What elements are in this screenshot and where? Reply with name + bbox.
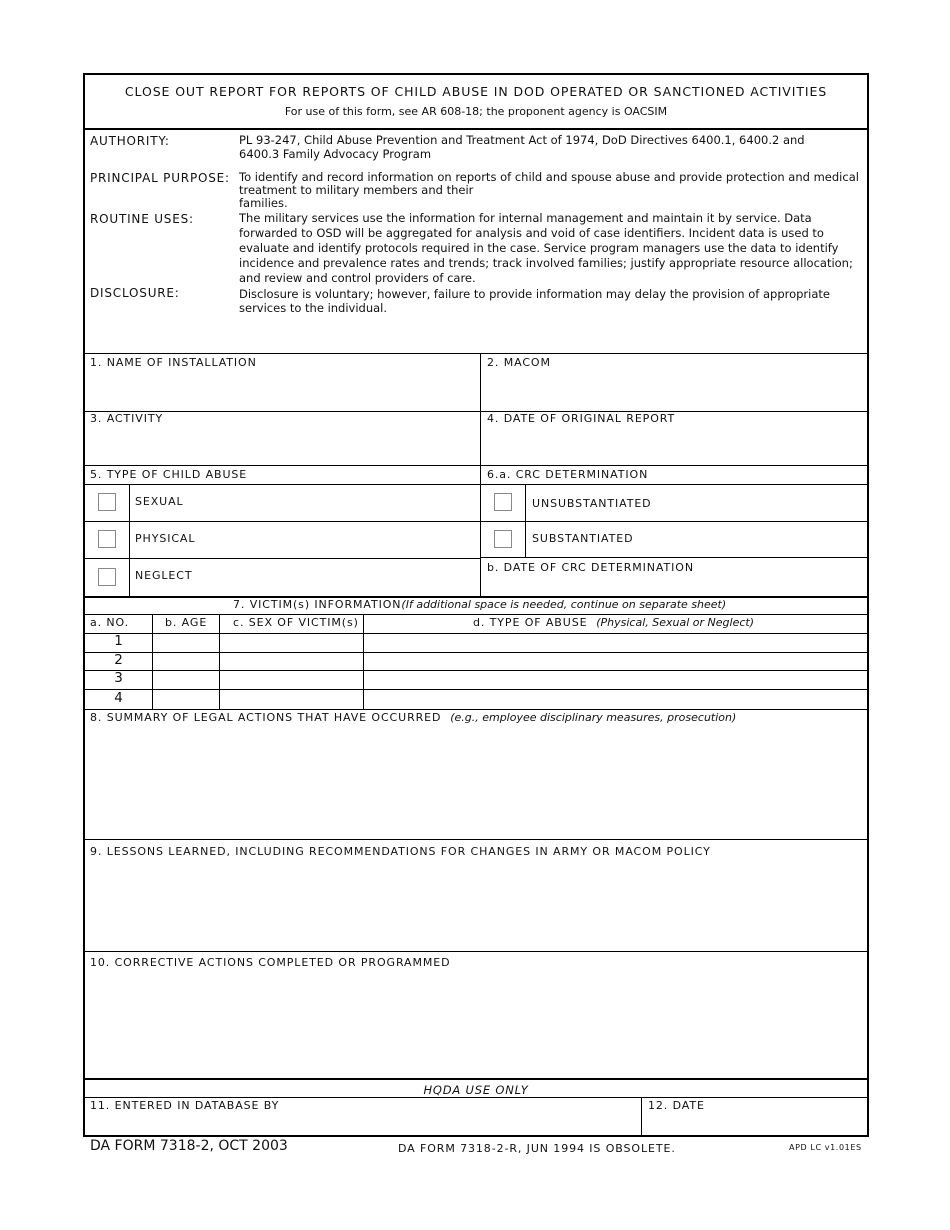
disclosure-label: DISCLOSURE: bbox=[90, 286, 180, 300]
victims-col-no: a. NO. bbox=[90, 616, 130, 629]
activity-field[interactable] bbox=[85, 428, 478, 464]
macom-label: 2. MACOM bbox=[487, 356, 551, 369]
victims-heading: 7. VICTIM(s) INFORMATION(If additional space is needed, continue on separate sheet) bbox=[233, 598, 727, 611]
victims-col-type: d. TYPE OF ABUSE (Physical, Sexual or Neglect) bbox=[473, 616, 754, 629]
victim-row-number: 3 bbox=[114, 670, 123, 686]
victim-3-type-field[interactable] bbox=[364, 671, 867, 688]
date-original-report-field[interactable] bbox=[482, 428, 867, 464]
substantiated-option-label: SUBSTANTIATED bbox=[532, 532, 634, 545]
date-field[interactable] bbox=[643, 1114, 867, 1134]
disclosure-text: Disclosure is voluntary; however, failure to provide information may delay the provision of appropriate services to the individual. bbox=[239, 287, 830, 315]
installation-field[interactable] bbox=[85, 372, 478, 410]
victim-row-number: 2 bbox=[114, 652, 123, 668]
crc-determination-label: 6.a. CRC DETERMINATION bbox=[487, 468, 649, 481]
victim-1-type-field[interactable] bbox=[364, 634, 867, 651]
victim-2-age-field[interactable] bbox=[153, 653, 218, 669]
macom-field[interactable] bbox=[482, 372, 867, 410]
type-of-abuse-label: 5. TYPE OF CHILD ABUSE bbox=[90, 468, 248, 481]
corrective-actions-label: 10. CORRECTIVE ACTIONS COMPLETED OR PROGRAMMED bbox=[90, 956, 451, 969]
victim-row-number: 1 bbox=[114, 633, 123, 649]
crc-date-label: b. DATE OF CRC DETERMINATION bbox=[487, 561, 694, 574]
neglect-checkbox[interactable] bbox=[98, 568, 116, 586]
substantiated-checkbox[interactable] bbox=[494, 530, 512, 548]
principal-purpose-text: To identify and record information on reports of child and spouse abuse and provide protection and medical treatment to military members and their families. bbox=[239, 170, 859, 210]
physical-option-label: PHYSICAL bbox=[135, 532, 196, 545]
unsubstantiated-option-label: UNSUBSTANTIATED bbox=[532, 497, 652, 510]
unsubstantiated-checkbox[interactable] bbox=[494, 493, 512, 511]
form-number: DA FORM 7318-2, OCT 2003 bbox=[90, 1138, 288, 1154]
principal-purpose-label: PRINCIPAL PURPOSE: bbox=[90, 171, 230, 185]
victim-4-age-field[interactable] bbox=[153, 690, 218, 708]
sexual-checkbox[interactable] bbox=[98, 493, 116, 511]
authority-text: PL 93-247, Child Abuse Prevention and Treatment Act of 1974, DoD Directives 6400.1, 6400.2 and 6400.3 Family Advocacy Program bbox=[239, 133, 805, 161]
routine-uses-text: The military services use the information for internal management and maintain it by service. Data forwarded to OSD will be aggregated for analysis and void of case identifiers. Incident data is used to evaluate and identify protocols required in the case. Service program managers use the data to identify incidence and prevalence rates and trends; track involved families; justify appropriate resource allocation; and review and control providers of care. bbox=[239, 211, 853, 285]
victim-4-type-field[interactable] bbox=[364, 690, 867, 708]
lessons-learned-label: 9. LESSONS LEARNED, INCLUDING RECOMMENDATIONS FOR CHANGES IN ARMY OR MACOM POLICY bbox=[90, 845, 711, 858]
sexual-option-label: SEXUAL bbox=[135, 495, 184, 508]
legal-actions-label: 8. SUMMARY OF LEGAL ACTIONS THAT HAVE OCCURRED (e.g., employee disciplinary measures, prosecution) bbox=[90, 711, 737, 724]
victim-row-number: 4 bbox=[114, 690, 123, 706]
date-original-report-label: 4. DATE OF ORIGINAL REPORT bbox=[487, 412, 676, 425]
legal-actions-field[interactable] bbox=[85, 728, 867, 837]
authority-label: AUTHORITY: bbox=[90, 134, 170, 148]
victim-1-age-field[interactable] bbox=[153, 634, 218, 651]
corrective-actions-field[interactable] bbox=[85, 972, 867, 1076]
obsolete-notice: DA FORM 7318-2-R, JUN 1994 IS OBSOLETE. bbox=[398, 1142, 676, 1155]
entered-by-field[interactable] bbox=[85, 1114, 639, 1134]
crc-date-field[interactable] bbox=[482, 575, 867, 595]
victim-2-type-field[interactable] bbox=[364, 653, 867, 669]
victims-col-age: b. AGE bbox=[165, 616, 208, 629]
activity-label: 3. ACTIVITY bbox=[90, 412, 164, 425]
victim-3-age-field[interactable] bbox=[153, 671, 218, 688]
date-label: 12. DATE bbox=[648, 1099, 705, 1112]
routine-uses-label: ROUTINE USES: bbox=[90, 212, 194, 226]
physical-checkbox[interactable] bbox=[98, 530, 116, 548]
victim-3-sex-field[interactable] bbox=[220, 671, 362, 688]
hqda-use-only-label: HQDA USE ONLY bbox=[423, 1083, 529, 1097]
form-subtitle: For use of this form, see AR 608-18; the proponent agency is OACSIM bbox=[284, 105, 668, 118]
neglect-option-label: NEGLECT bbox=[135, 569, 193, 582]
victim-4-sex-field[interactable] bbox=[220, 690, 362, 708]
installation-label: 1. NAME OF INSTALLATION bbox=[90, 356, 257, 369]
lessons-learned-field[interactable] bbox=[85, 862, 867, 949]
form-title: CLOSE OUT REPORT FOR REPORTS OF CHILD ABUSE IN DOD OPERATED OR SANCTIONED ACTIVITIES bbox=[124, 84, 828, 99]
victim-1-sex-field[interactable] bbox=[220, 634, 362, 651]
version-label: APD LC v1.01ES bbox=[789, 1143, 862, 1152]
entered-by-label: 11. ENTERED IN DATABASE BY bbox=[90, 1099, 280, 1112]
victims-col-sex: c. SEX OF VICTIM(s) bbox=[233, 616, 359, 629]
victim-2-sex-field[interactable] bbox=[220, 653, 362, 669]
